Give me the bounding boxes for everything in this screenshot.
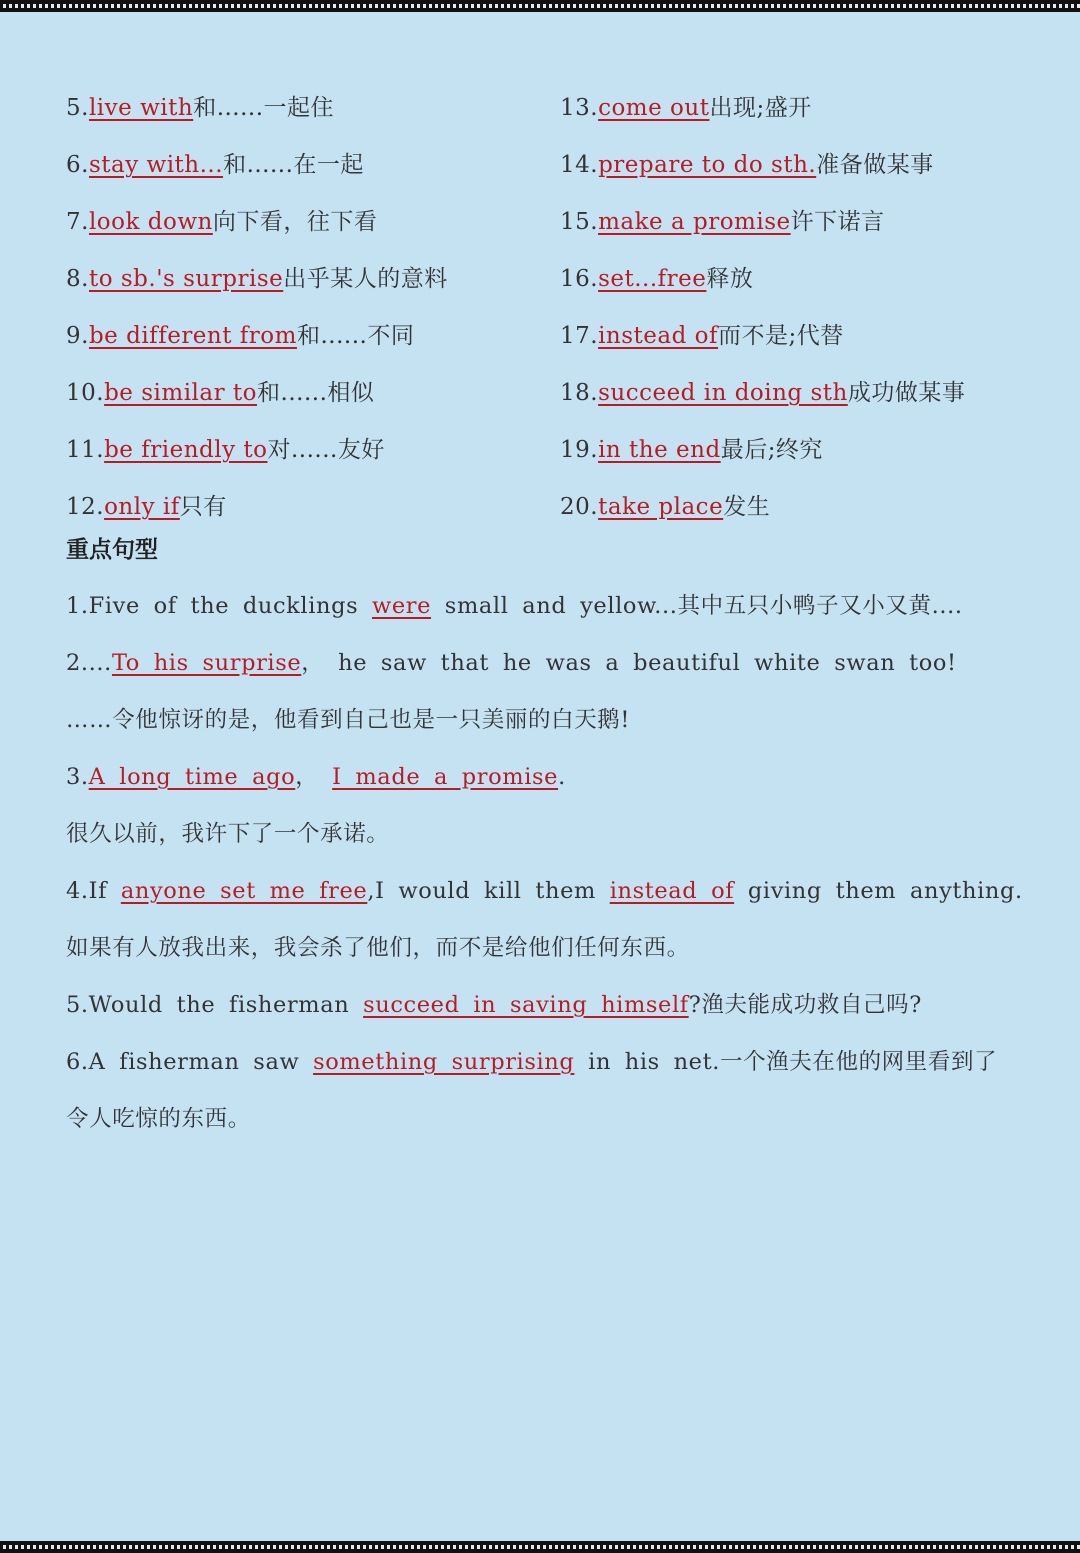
phrase-chinese: 最后;终究 bbox=[720, 437, 823, 463]
sentence-text: 5.Would the fisherman bbox=[66, 992, 364, 1018]
sentence-text: 2.... bbox=[66, 650, 112, 676]
sentence-text: 如果有人放我出来，我会杀了他们，而不是给他们任何东西。 bbox=[66, 935, 690, 961]
sentence-text: . bbox=[558, 764, 566, 790]
sentence-text: 6.A fisherman saw bbox=[66, 1049, 314, 1075]
phrase-english: set...free bbox=[598, 266, 707, 292]
phrase-number: 16. bbox=[560, 266, 599, 292]
phrase-english: be similar to bbox=[104, 380, 258, 406]
phrase-number: 10. bbox=[66, 380, 105, 406]
dotted-border-top bbox=[0, 0, 1080, 12]
phrase-number: 5. bbox=[66, 95, 89, 121]
phrase-english: stay with... bbox=[88, 152, 224, 178]
phrase-english: in the end bbox=[598, 437, 721, 463]
sentence-line bbox=[66, 692, 1046, 749]
phrase-chinese: 和......在一起 bbox=[223, 152, 364, 178]
phrase-chinese: 释放 bbox=[706, 266, 754, 292]
sentence-line bbox=[66, 806, 1046, 863]
phrase-item bbox=[66, 80, 448, 137]
phrase-number: 11. bbox=[66, 437, 105, 463]
phrase-english: be friendly to bbox=[104, 437, 268, 463]
phrase-chinese: 而不是;代替 bbox=[718, 323, 844, 349]
phrase-english: look down bbox=[88, 209, 213, 235]
sentence-item bbox=[66, 749, 1046, 863]
phrase-item bbox=[560, 194, 965, 251]
phrase-number: 8. bbox=[66, 266, 89, 292]
sentence-line bbox=[66, 1091, 1046, 1148]
phrase-item bbox=[560, 479, 965, 536]
phrase-english: only if bbox=[104, 494, 180, 520]
sentence-text: ,I would kill them bbox=[367, 878, 610, 904]
phrase-number: 9. bbox=[66, 323, 89, 349]
sentence-line bbox=[66, 1034, 1046, 1091]
phrase-chinese: 准备做某事 bbox=[816, 152, 934, 178]
key-phrase: instead of bbox=[609, 878, 735, 904]
phrase-number: 12. bbox=[66, 494, 105, 520]
sentence-text: giving them anything. bbox=[734, 878, 1023, 904]
phrase-item bbox=[66, 308, 448, 365]
phrase-english: live with bbox=[88, 95, 194, 121]
phrase-number: 19. bbox=[560, 437, 599, 463]
key-phrase: anyone set me free bbox=[120, 878, 368, 904]
phrase-number: 14. bbox=[560, 152, 599, 178]
sentence-text: small and yellow...其中五只小鸭子又小又黄.... bbox=[431, 593, 963, 619]
phrase-chinese: 出乎某人的意料 bbox=[283, 266, 448, 292]
phrase-english: take place bbox=[598, 494, 724, 520]
phrase-item bbox=[560, 251, 965, 308]
phrase-chinese: 只有 bbox=[179, 494, 227, 520]
sentence-item bbox=[66, 1034, 1046, 1148]
phrase-number: 6. bbox=[66, 152, 89, 178]
phrase-item bbox=[66, 137, 448, 194]
phrase-english: be different from bbox=[88, 323, 297, 349]
phrase-chinese: 出现;盛开 bbox=[709, 95, 812, 121]
phrase-item bbox=[66, 422, 448, 479]
key-phrase: something surprising bbox=[313, 1049, 575, 1075]
sentence-text: 4.If bbox=[66, 878, 121, 904]
phrase-number: 20. bbox=[560, 494, 599, 520]
sentence-text: ……令他惊讶的是，他看到自己也是一只美丽的白天鹅! bbox=[66, 707, 631, 733]
sentence-text: ， bbox=[295, 764, 333, 790]
key-phrase: I made a promise bbox=[332, 764, 559, 790]
phrase-item bbox=[560, 365, 965, 422]
key-phrase: To his surprise bbox=[111, 650, 302, 676]
phrase-chinese: 向下看，往下看 bbox=[212, 209, 378, 235]
section-heading: 重点句型 bbox=[66, 537, 158, 563]
sentence-item bbox=[66, 863, 1046, 977]
phrase-chinese: 许下诺言 bbox=[790, 209, 885, 235]
sentence-item bbox=[66, 977, 1046, 1034]
phrase-item bbox=[560, 137, 965, 194]
phrase-english: make a promise bbox=[598, 209, 791, 235]
phrase-item bbox=[560, 308, 965, 365]
phrase-chinese: 发生 bbox=[723, 494, 771, 520]
phrase-number: 17. bbox=[560, 323, 599, 349]
dotted-border-bottom bbox=[0, 1541, 1080, 1553]
sentence-line bbox=[66, 749, 1046, 806]
sentence-line bbox=[66, 977, 1046, 1034]
sentence-text: ?渔夫能成功救自己吗? bbox=[688, 992, 922, 1018]
phrase-item bbox=[66, 251, 448, 308]
phrase-number: 15. bbox=[560, 209, 599, 235]
phrase-english: succeed in doing sth bbox=[598, 380, 848, 406]
phrase-chinese: 和......一起住 bbox=[193, 95, 335, 121]
sentence-text: 令人吃惊的东西。 bbox=[66, 1106, 251, 1132]
phrase-item bbox=[560, 422, 965, 479]
sentence-item bbox=[66, 578, 1046, 635]
sentence-text: 1.Five of the ducklings bbox=[66, 593, 372, 619]
sentence-list bbox=[66, 578, 1046, 1148]
phrase-column-right bbox=[560, 80, 965, 536]
phrase-number: 7. bbox=[66, 209, 89, 235]
key-phrase: were bbox=[372, 593, 432, 619]
phrase-chinese: 对......友好 bbox=[267, 437, 385, 463]
phrase-item bbox=[66, 365, 448, 422]
key-phrase: A long time ago bbox=[88, 764, 296, 790]
sentence-text: ， he saw that he was a beautiful white swan too! bbox=[301, 650, 957, 676]
sentence-item bbox=[66, 635, 1046, 749]
phrase-chinese: 和......不同 bbox=[296, 323, 415, 349]
phrase-english: prepare to do sth. bbox=[598, 152, 817, 178]
sentence-line bbox=[66, 920, 1046, 977]
phrase-number: 13. bbox=[560, 95, 599, 121]
phrase-english: come out bbox=[598, 95, 710, 121]
phrase-column-left bbox=[66, 80, 448, 536]
key-phrase: succeed in saving himself bbox=[363, 992, 689, 1018]
phrase-item bbox=[66, 479, 448, 536]
phrase-chinese: 成功做某事 bbox=[847, 380, 966, 406]
phrase-english: to sb.'s surprise bbox=[88, 266, 284, 292]
sentence-text: 3. bbox=[66, 764, 89, 790]
phrase-item bbox=[560, 80, 965, 137]
sentence-line bbox=[66, 635, 1046, 692]
sentence-line bbox=[66, 863, 1046, 920]
sentence-text: 很久以前，我许下了一个承诺。 bbox=[66, 821, 390, 847]
phrase-english: instead of bbox=[598, 323, 719, 349]
sentence-text: in his net.一个渔夫在他的网里看到了 bbox=[574, 1049, 998, 1075]
sentence-line bbox=[66, 578, 1046, 635]
phrase-number: 18. bbox=[560, 380, 599, 406]
phrase-chinese: 和......相似 bbox=[257, 380, 375, 406]
phrase-item bbox=[66, 194, 448, 251]
